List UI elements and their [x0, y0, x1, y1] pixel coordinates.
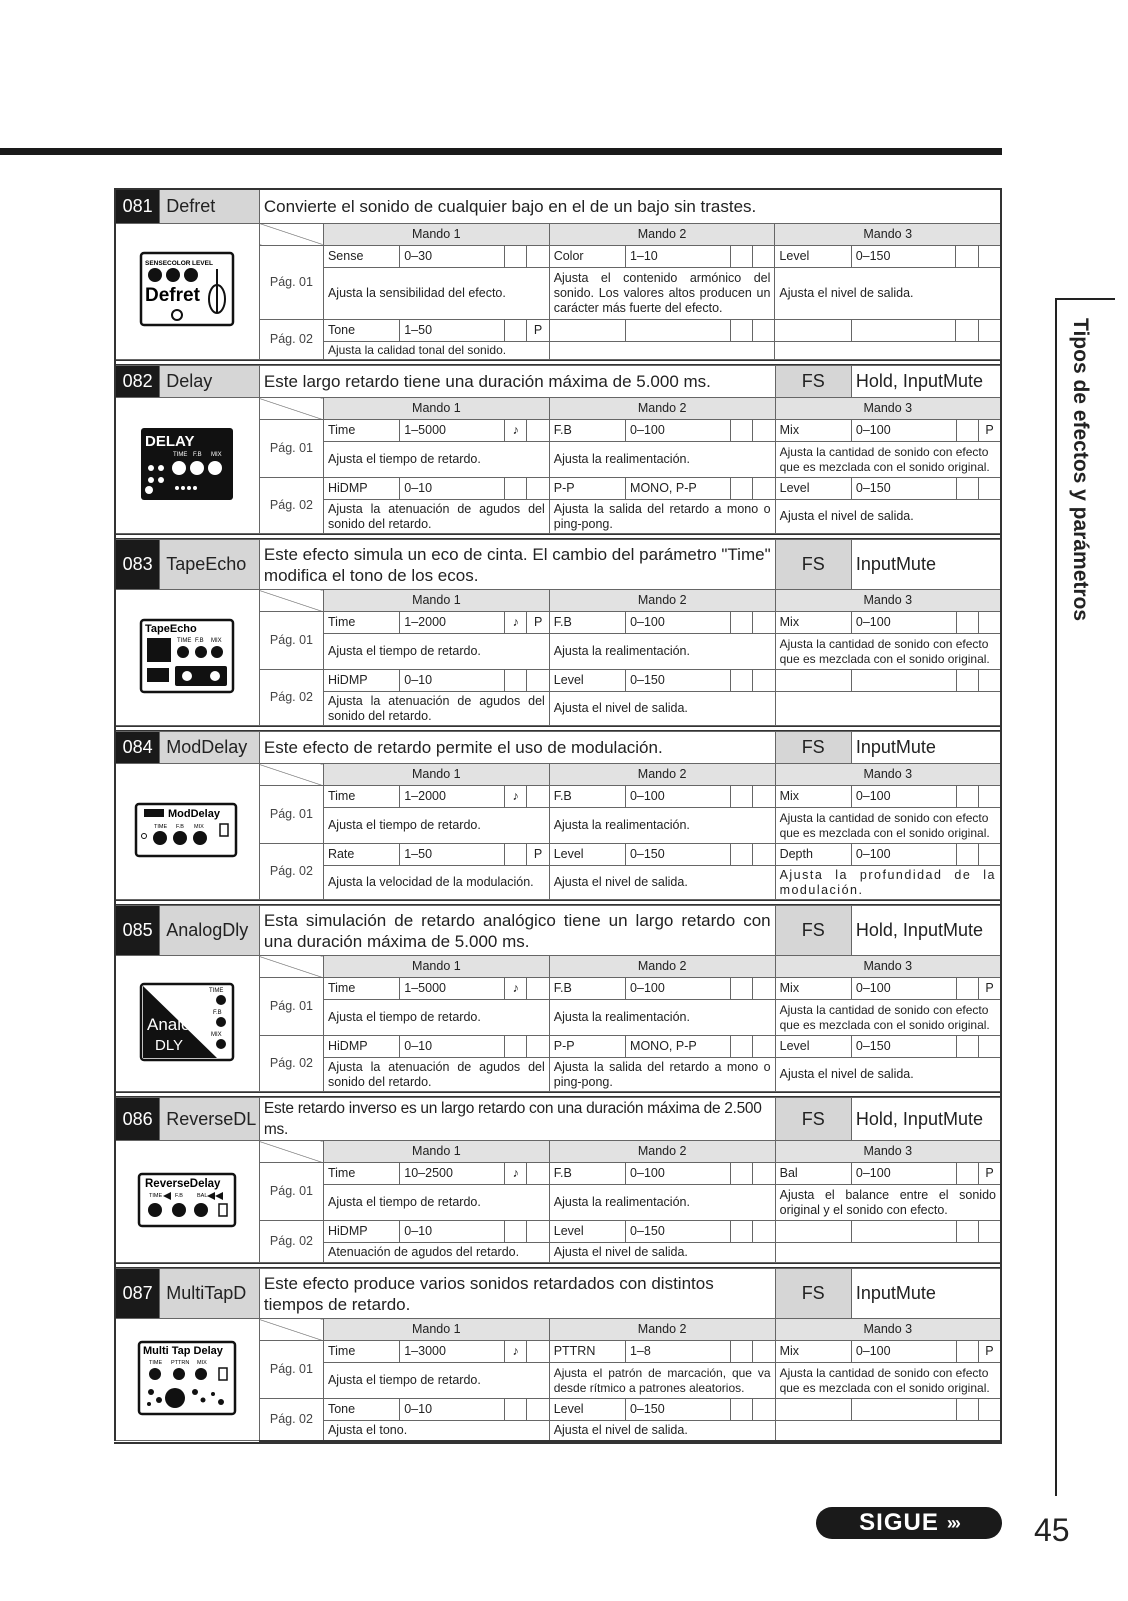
pedal-label-sense: SENSE — [145, 260, 168, 268]
side-rule-tick — [1055, 298, 1115, 300]
pedal-label-mix: MIX — [211, 451, 223, 458]
svg-text:TapeEcho: TapeEcho — [145, 622, 198, 635]
svg-text:F.B: F.B — [213, 1009, 223, 1016]
svg-text:F.B: F.B — [175, 1192, 184, 1199]
knob3-desc: Ajusta el nivel de salida. — [775, 267, 1001, 319]
tempo-sync-icon: ♪ — [504, 1341, 526, 1363]
page-number: 45 — [1034, 1512, 1070, 1548]
effects-tables — [114, 188, 1002, 1444]
svg-text:F.B: F.B — [176, 823, 185, 830]
svg-text:MIX: MIX — [211, 637, 223, 644]
tapeecho-pedal-illustration — [115, 590, 259, 726]
effect-number: 081 — [115, 189, 160, 223]
knob2-desc: Ajusta el contenido armónico del sonido. Los valores altos producen un carácter más fuerte del efecto. — [549, 267, 775, 319]
svg-text:Analog: Analog — [147, 1014, 201, 1034]
effect-name: Defret — [160, 189, 260, 223]
effect-085: 085 AnalogDly Esta simulación de retardo analógico tiene un largo retardo con una duración máxima de 5.000 ms. FS Hold, InputMute Analog DLY TIME F.B MIX Mando 1 Mando 2 Mando 3 Pág. 01 Time 1–5000 ♪ F.B 0–100 Mix 0–100 P Ajusta el tiempo de retardo. Ajusta la realimentación. Ajusta la cantidad de sonido con efecto que es mezclada con el sonido original. Pág. 02 HiDMP 0–10 P-P MONO, P-P Level 0–150 Ajusta la atenuación de agudos del sonido del retardo. Ajusta la salida del retardo a mono o ping-pong. Ajusta el nivel de salida. — [114, 905, 1002, 1092]
knob1-param: Sense — [323, 245, 399, 267]
svg-text:TIME: TIME — [154, 823, 168, 830]
fs-label: FS — [775, 366, 851, 398]
knob2-param: Color — [549, 245, 625, 267]
prepost-flag: P — [527, 319, 549, 341]
pedal-icon — [135, 1338, 239, 1418]
effect-084: 084 ModDelay Este efecto de retardo permite el uso de modulación. FS InputMute ModDelay TIME F.B MIX Mando 1 Mando 2 Mando 3 Pág. 01 Time 1–2000 ♪ F.B 0–100 Mix 0–100 Ajusta el tiempo de retardo. Ajusta la realimentación. Ajusta la cantidad de sonido con efecto que es mezclada con el sonido original. Pág. 02 Rate 1–50 P Level 0–150 Depth 0–100 Ajusta la velocidad de la modulación. Ajusta el nivel de salida. Ajusta la profundidad de la modulación. — [114, 731, 1002, 900]
svg-text:MIX: MIX — [197, 1359, 208, 1366]
effect-087: 087 MultiTapD Este efecto produce varios sonidos retardados con distintos tiempos de retardo. FS InputMute Multi Tap Delay TIME PTTRN MIX Mando 1 Mando 2 Mando 3 Pág. 01 Time 1–3000 ♪ PTTRN 1–8 Mix 0–100 P Ajusta el tiempo de retardo. Ajusta el patrón de marcación, que va desde rítmico a patrones aleatorios. Ajusta la cantidad de sonido con efecto que es mezclada con el sonido original. Pág. 02 Tone 0–10 Level 0–150 Ajusta el tono. Ajusta el nivel de salida. — [114, 1268, 1002, 1442]
knob1-param: Tone — [323, 319, 399, 341]
reversedelay-pedal-illustration — [115, 1141, 259, 1263]
continue-button[interactable] — [816, 1507, 1002, 1539]
pedal-label-level: LEVEL — [192, 260, 214, 268]
multitapdelay-pedal-illustration — [115, 1319, 259, 1441]
svg-text:TIME: TIME — [209, 987, 224, 994]
delay-pedal-illustration — [115, 398, 259, 534]
side-title-text: Tipos de efectos y parámetros — [1069, 318, 1092, 622]
effect-name: Delay — [160, 366, 260, 398]
header-diagonal — [259, 223, 323, 245]
effect-083: 083 TapeEcho Este efecto simula un eco de cinta. El cambio del parámetro "Time" modifica el tono de los ecos. FS InputMute TapeEcho TIME F.B MIX Mando 1 Mando 2 Mando 3 Pág. 01 Time 1–2000 ♪ P F.B 0–100 Mix 0–100 Ajusta el tiempo de retardo. Ajusta la realimentación. Ajusta la cantidad de sonido con efecto que es mezclada con el sonido original. Pág. 02 HiDMP 0–10 Level 0–150 Ajusta la atenuación de agudos del sonido del retardo. Ajusta el nivel de salida. — [114, 539, 1002, 726]
svg-text:MIX: MIX — [194, 823, 205, 830]
knob3-header: Mando 3 — [775, 223, 1001, 245]
moddelay-pedal-illustration — [115, 764, 259, 900]
continue-arrows-icon: ››› — [946, 1512, 959, 1533]
knob1-header: Mando 1 — [323, 223, 549, 245]
tempo-sync-icon: ♪ — [505, 978, 527, 1000]
page-01-label: Pág. 01 — [259, 245, 323, 319]
page-02-label: Pág. 02 — [259, 319, 323, 359]
tempo-sync-icon: ♪ — [505, 420, 527, 442]
pedal-icon — [135, 1170, 239, 1230]
knob2-range: 1–10 — [625, 245, 730, 267]
svg-text:PTTRN: PTTRN — [171, 1359, 190, 1366]
pedal-icon — [132, 800, 242, 860]
defret-pedal-illustration — [115, 223, 259, 360]
effect-number: 082 — [115, 366, 160, 398]
knob3-range: 0–150 — [851, 245, 956, 267]
effect-description: Convierte el sonido de cualquier bajo en el de un bajo sin trastes. — [259, 189, 1001, 223]
tempo-sync-icon: ♪ — [505, 1163, 527, 1185]
svg-text:ModDelay: ModDelay — [168, 807, 221, 820]
tempo-sync-icon: ♪ — [505, 612, 527, 634]
continue-label: SIGUE — [859, 1509, 939, 1536]
pedal-label-time: TIME — [173, 451, 188, 458]
pedal-icon — [137, 980, 237, 1064]
svg-text:BAL: BAL — [197, 1192, 208, 1199]
tempo-sync-icon: ♪ — [504, 786, 526, 808]
pedal-label-fb: F.B — [193, 451, 203, 458]
effect-081 — [114, 188, 1002, 360]
pedal-logo-text: DELAY — [145, 432, 195, 450]
knob1-desc: Ajusta la sensibilidad del efecto. — [323, 267, 549, 319]
pedal-logo-text: Defret — [145, 285, 201, 307]
effect-086: 086 ReverseDL Este retardo inverso es un largo retardo con una duración máxima de 2.500 ms. FS Hold, InputMute ReverseDelay TIME F.B BAL Mando 1 Mando 2 Mando 3 Pág. 01 Time 10–2500 ♪ F.B 0–100 Bal 0–100 P Ajusta el tiempo de retardo. Ajusta la realimentación. Ajusta el balance entre el sonido original y el sonido con efecto. Pág. 02 HiDMP 0–10 Level 0–150 Atenuación de agudos del retardo. Ajusta el nivel de salida. — [114, 1097, 1002, 1263]
fs-functions: Hold, InputMute — [851, 366, 1001, 398]
knob3-param: Level — [775, 245, 851, 267]
pedal-label-color: COLOR — [167, 260, 191, 268]
svg-text:ReverseDelay: ReverseDelay — [145, 1177, 221, 1190]
svg-text:Multi Tap Delay: Multi Tap Delay — [143, 1344, 224, 1357]
svg-text:MIX: MIX — [211, 1031, 223, 1038]
svg-text:TIME: TIME — [149, 1192, 163, 1199]
pedal-icon — [137, 616, 237, 696]
knob1-desc: Ajusta la calidad tonal del sonido. — [323, 341, 549, 359]
pedal-icon — [137, 424, 237, 504]
pedal-icon — [137, 249, 237, 329]
knob1-range: 1–50 — [400, 319, 505, 341]
svg-text:DLY: DLY — [155, 1036, 184, 1054]
effect-082: 082 Delay Este largo retardo tiene una duración máxima de 5.000 ms. FS Hold, InputMute DELAY TIME F.B MIX Mando 1 Mando 2 Mando 3 Pág. 01 Time 1–5000 ♪ F.B 0–100 Mix 0–100 P Ajusta el tiempo de retardo. Ajusta la realimentación. Ajusta la cantidad de sonido con efecto que es mezclada con el sonido original. Pág. 02 HiDMP 0–10 P-P MONO, P-P Level 0–150 Ajusta la atenuación de agudos del sonido del retardo. Ajusta la salida del retardo a mono o ping-pong. Ajusta el nivel de salida. — [114, 365, 1002, 534]
side-section-title — [1040, 318, 1100, 678]
knob1-range: 0–30 — [400, 245, 505, 267]
svg-text:TIME: TIME — [177, 637, 192, 644]
analogdly-pedal-illustration — [115, 956, 259, 1092]
knob2-header: Mando 2 — [549, 223, 775, 245]
svg-text:F.B: F.B — [195, 637, 205, 644]
effect-description: Este largo retardo tiene una duración máxima de 5.000 ms. — [259, 366, 775, 398]
svg-text:TIME: TIME — [149, 1359, 163, 1366]
header-rule — [0, 148, 1002, 155]
